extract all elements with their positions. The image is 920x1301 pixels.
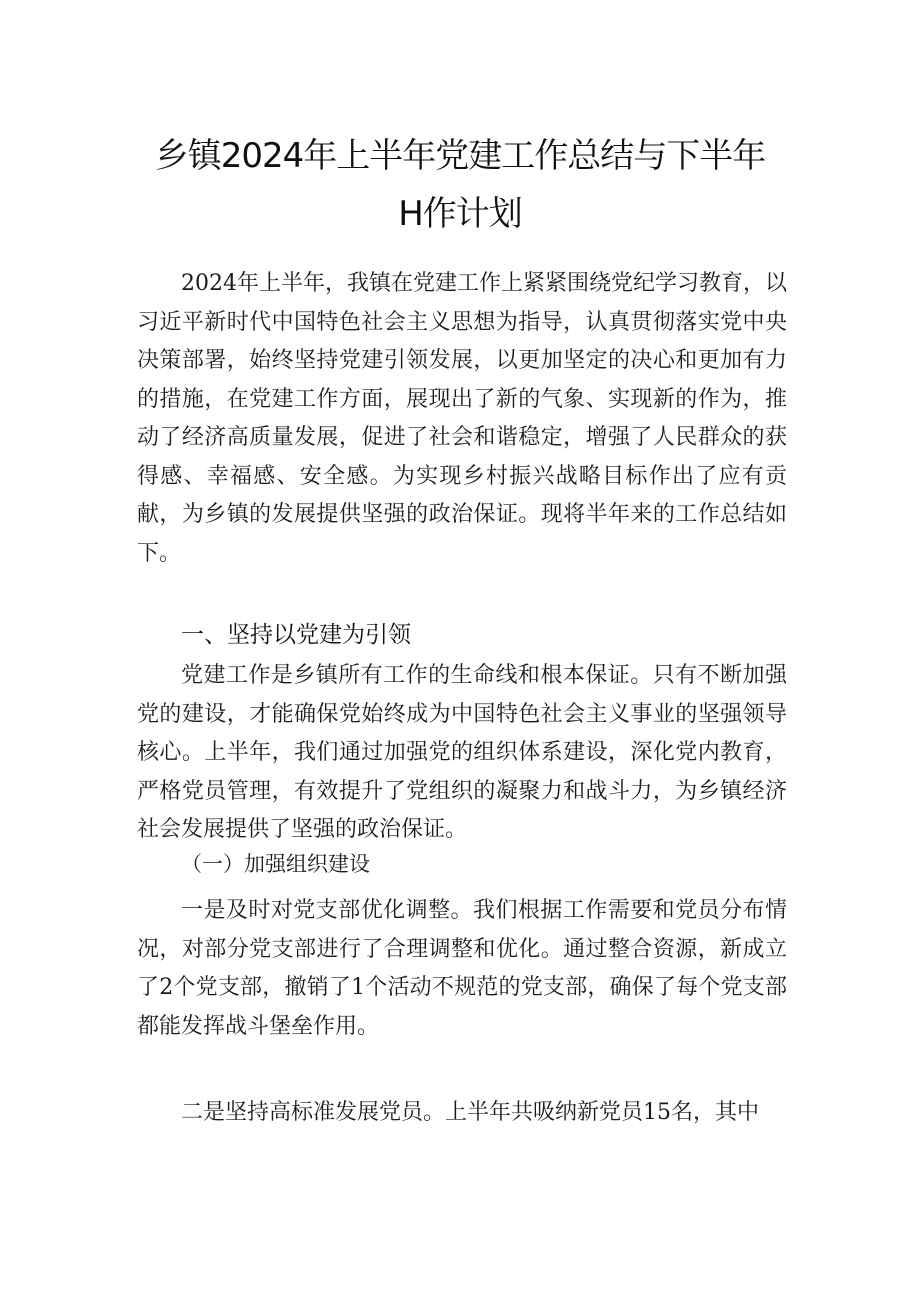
item-paragraph-1: 一是及时对党支部优化调整。我们根据工作需要和党员分布情况，对部分党支部进行了合理调整和优化。通过整合资源，新成立了2个党支部，撤销了1个活动不规范的党支部，确保了每个党支部都能发挥战斗堡垒作用。 (137, 898, 787, 1039)
subsection-heading: （一）加强组织建设 (181, 852, 370, 876)
section-heading: 一、坚持以党建为引领 (181, 622, 411, 648)
item-paragraph-2: 二是坚持高标准发展党员。上半年共吸纳新党员15名，其中 (181, 1100, 759, 1125)
intro-paragraph: 2024年上半年，我镇在党建工作上紧紧围绕党纪学习教育，以习近平新时代中国特色社会主义思想为指导，认真贯彻落实党中央决策部署，始终坚持党建引领发展，以更加坚定的决心和更加有力的措施，在党建工作方面，展现出了新的气象、实现新的作为，推动了经济高质量发展，促进了社会和谐稳定，增强了人民群众的获得感、幸福感、安全感。为实现乡村振兴战略目标作出了应有贡献，为乡镇的发展提供坚强的政治保证。现将半年来的工作总结如下。 (137, 271, 787, 566)
document-title-line-2: H作计划 (398, 194, 522, 234)
section-paragraph: 党建工作是乡镇所有工作的生命线和根本保证。只有不断加强党的建设，才能确保党始终成为中国特色社会主义事业的坚强领导核心。上半年，我们通过加强党的组织体系建设，深化党内教育，严格党员管理，有效提升了党组织的凝聚力和战斗力，为乡镇经济社会发展提供了坚强的政治保证。 (137, 663, 787, 842)
document-title-line-1: 乡镇2024年上半年党建工作总结与下半年 (154, 136, 766, 176)
